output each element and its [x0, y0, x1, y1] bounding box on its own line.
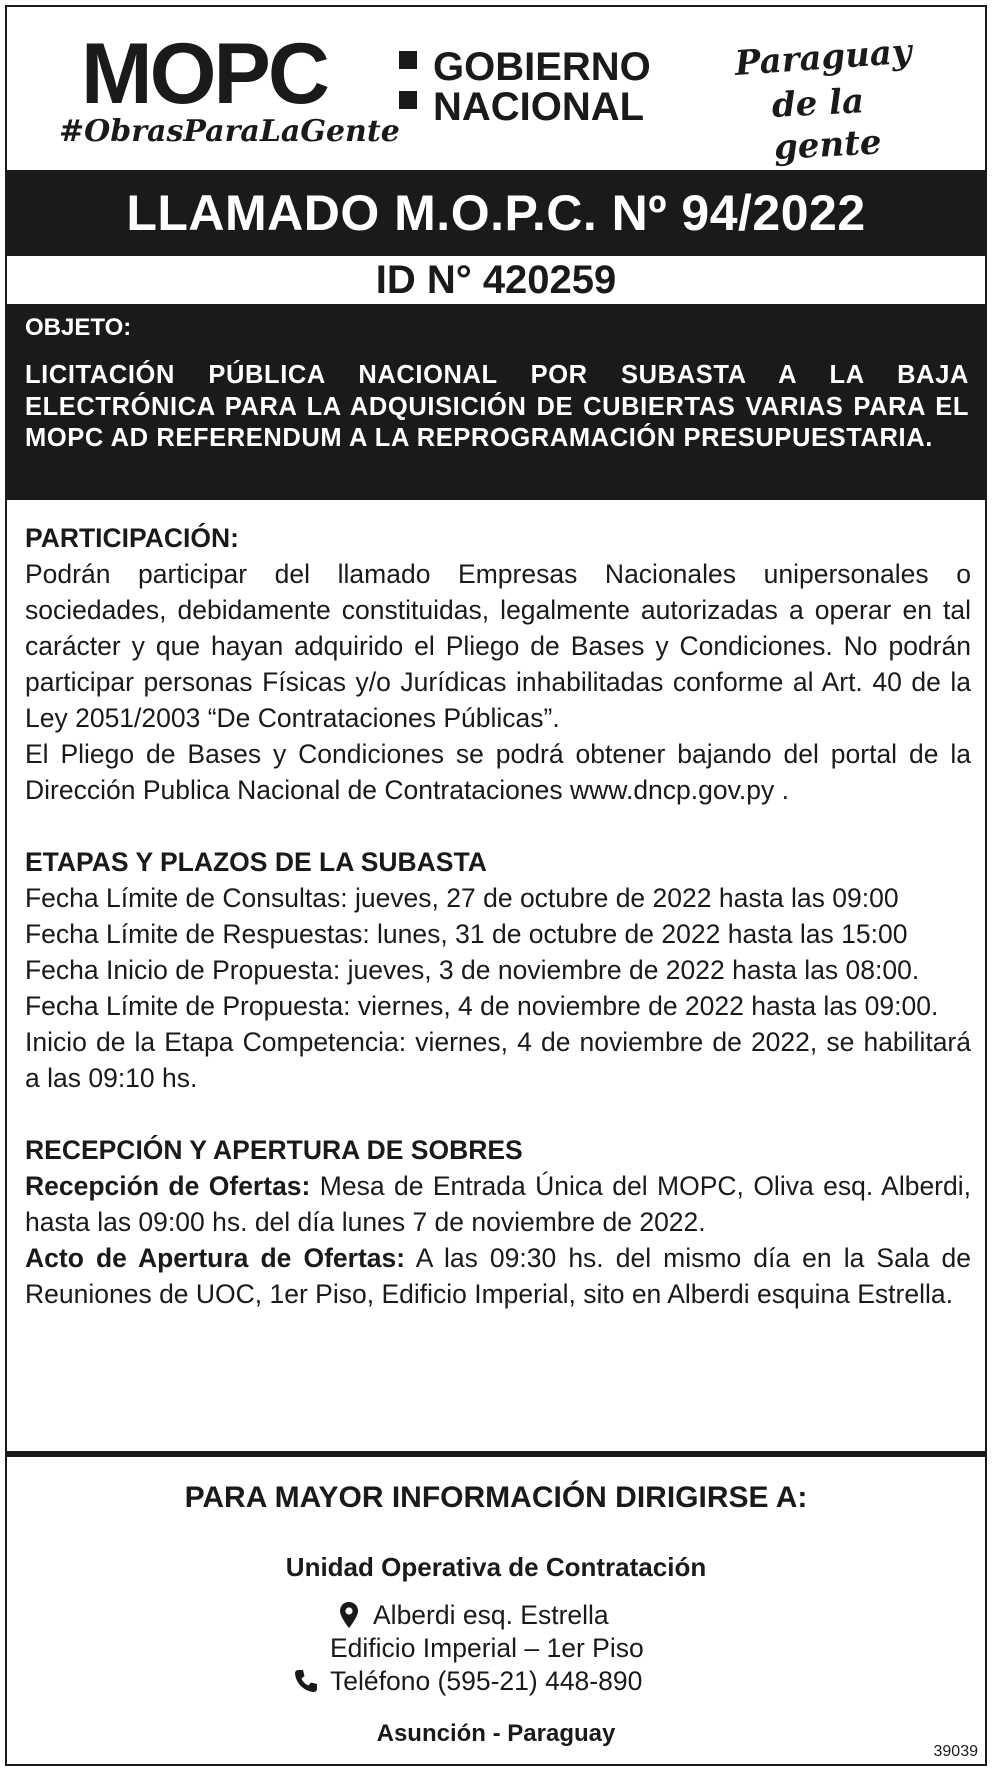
etapas-line: Inicio de la Etapa Competencia: viernes, 4 de noviembre de 2022, se habilitará a las 09:10 hs. — [25, 1027, 971, 1093]
recepcion-title: RECEPCIÓN Y APERTURA DE SOBRES — [25, 1135, 523, 1165]
phone-line — [287, 1665, 727, 1698]
recepcion-item-1 — [25, 1168, 971, 1240]
mopc-logo — [59, 26, 400, 149]
section-spacer — [25, 808, 971, 844]
address-line-2: Edificio Imperial – 1er Piso — [330, 1633, 644, 1663]
footer-title: PARA MAYOR INFORMACIÓN DIRIGIRSE A: — [184, 1481, 808, 1514]
gobierno-logo-line2: NACIONAL — [433, 85, 645, 129]
contact-footer — [7, 1457, 985, 1764]
notice-body — [25, 520, 971, 1312]
objeto-band — [7, 304, 985, 500]
notice-id: ID N° 420259 — [375, 258, 617, 302]
section-spacer — [25, 1096, 971, 1132]
address-line-1-text: Alberdi esq. Estrella — [373, 1600, 609, 1630]
participacion-title: PARTICIPACIÓN: — [25, 523, 239, 553]
recepcion-item-1-label: Recepción de Ofertas: — [25, 1171, 311, 1201]
notice-title: LLAMADO M.O.P.C. Nº 94/2022 — [126, 185, 866, 241]
title-band — [7, 170, 985, 256]
phone-text: Teléfono (595-21) 448-890 — [330, 1666, 643, 1696]
mopc-logo-wordmark: MOPC — [81, 26, 327, 122]
paraguay-de-la-gente-logo — [733, 31, 955, 169]
objeto-label: OBJETO: — [25, 314, 132, 341]
paraguay-logo-line2: de la gente — [770, 81, 883, 168]
recepcion-item-2-text: A las 09:30 hs. del mismo día en la Sala de Reuniones de UOC, 1er Piso, Edificio Imperial, sito en Alberdi esquina Estrella. — [25, 1243, 971, 1309]
etapas-title: ETAPAS Y PLAZOS DE LA SUBASTA — [25, 847, 487, 877]
etapas-line: Fecha Límite de Consultas: jueves, 27 de octubre de 2022 hasta las 09:00 — [25, 883, 899, 913]
contact-address — [287, 1599, 727, 1698]
participacion-paragraph-2: El Pliego de Bases y Condiciones se podrá obtener bajando del portal de la Dirección Publica Nacional de Contrataciones www.dncp.gov.py . — [25, 739, 971, 805]
footer-city: Asunción - Paraguay — [376, 1720, 616, 1747]
recepcion-item-2-label: Acto de Apertura de Ofertas: — [25, 1243, 406, 1273]
participacion-paragraph-1: Podrán participar del llamado Empresas Nacionales unipersonales o sociedades, debidamente constituidas, legalmente autorizadas a operar en tal carácter y que hayan adquirido el Pliego de Bases y Condiciones. No podrán participar personas Físicas y/o Jurídicas inhabilitadas conforme al Art. 40 de la Ley 2051/2003 “De Contrataciones Públicas”. — [25, 559, 971, 733]
id-row — [7, 256, 985, 304]
map-pin-icon — [339, 1601, 359, 1629]
footer-unit: Unidad Operativa de Contratación — [285, 1552, 707, 1582]
ad-code: 39039 — [933, 1743, 978, 1760]
recepcion-item-2 — [25, 1240, 971, 1312]
gobierno-logo-line1: GOBIERNO — [433, 45, 651, 89]
etapas-line: Fecha Límite de Respuestas: lunes, 31 de octubre de 2022 hasta las 15:00 — [25, 919, 908, 949]
address-line-1 — [287, 1599, 727, 1632]
notice-frame — [5, 5, 987, 1766]
mopc-logo-hashtag: #ObrasParaLaGente — [59, 114, 400, 149]
header — [7, 7, 985, 172]
recepcion-item-1-text: Mesa de Entrada Única del MOPC, Oliva esq. Alberdi, hasta las 09:00 hs. del día lunes 7 de noviembre de 2022. — [25, 1171, 971, 1237]
etapas-line: Fecha Inicio de Propuesta: jueves, 3 de noviembre de 2022 hasta las 08:00. — [25, 955, 920, 985]
paraguay-logo-line1: Paraguay — [733, 31, 913, 84]
etapas-line: Fecha Límite de Propuesta: viernes, 4 de noviembre de 2022 hasta las 09:00. — [25, 991, 939, 1021]
phone-icon — [293, 1668, 319, 1694]
gobierno-squares-icon — [399, 51, 417, 131]
objeto-text: LICITACIÓN PÚBLICA NACIONAL POR SUBASTA A LA BAJA ELECTRÓNICA PARA LA ADQUISICIÓN DE CUBIERTAS VARIAS PARA EL MOPC AD REFERENDUM A LA REPROGRAMACIÓN PRESUPUESTARIA. — [25, 361, 969, 452]
